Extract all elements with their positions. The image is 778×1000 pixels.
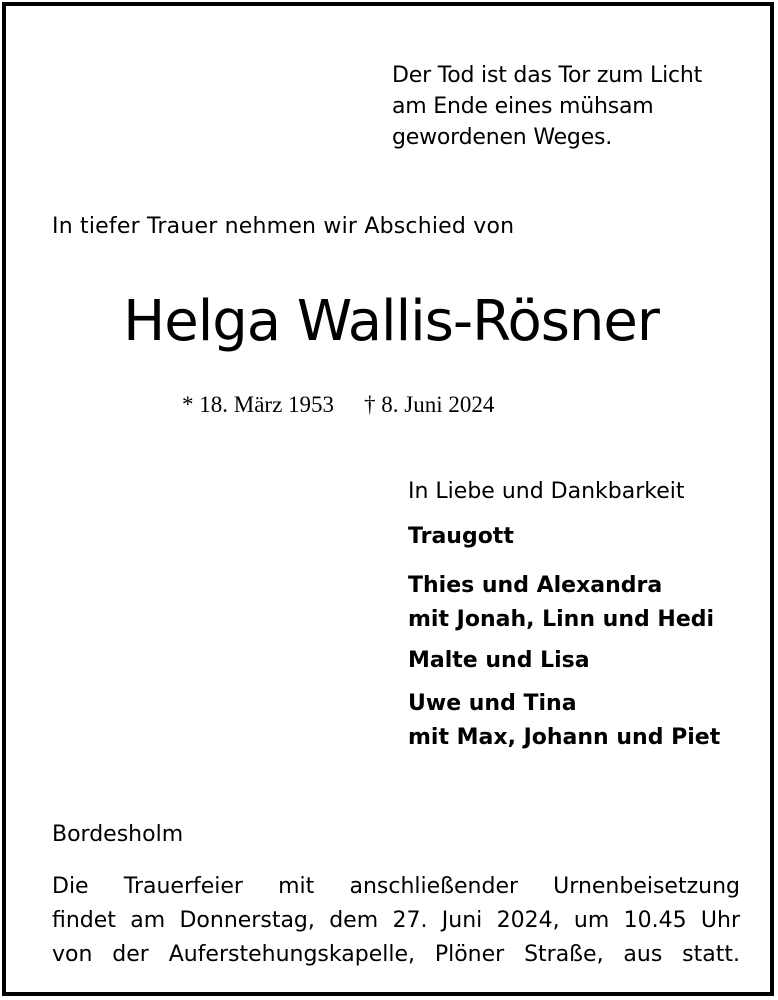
mourner-children: mit Max, Johann und Piet (408, 725, 721, 750)
mourner-name: Malte und Lisa (408, 648, 590, 673)
notice-line: von der Auferstehungskapelle, Plöner Straße, aus statt. (52, 942, 740, 967)
intro-text: In tiefer Trauer nehmen wir Abschied von (52, 214, 515, 239)
mourners-heading: In Liebe und Dankbarkeit (408, 479, 685, 504)
mourner-children: mit Jonah, Linn und Hedi (408, 607, 715, 632)
mourner-group (408, 569, 714, 637)
place-name: Bordesholm (52, 822, 184, 847)
death-date: † 8. Juni 2024 (364, 392, 495, 417)
notice-line: findet am Donnerstag, dem 27. Juni 2024, um 10.45 Uhr (52, 908, 740, 933)
life-dates (182, 392, 494, 418)
mourner-group (408, 687, 720, 755)
poem-line: am Ende eines mühsam (392, 94, 654, 119)
poem-line: Der Tod ist das Tor zum Licht (392, 63, 703, 88)
funeral-notice (52, 870, 740, 972)
poem-quote (392, 60, 702, 153)
mourner-name: Traugott (408, 524, 514, 549)
birth-date: * 18. März 1953 (182, 392, 335, 417)
mourner-name: Thies und Alexandra (408, 573, 663, 598)
mourner-name: Uwe und Tina (408, 691, 577, 716)
notice-line: Die Trauerfeier mit anschließender Urnenbeisetzung (52, 874, 740, 899)
obituary-frame (2, 2, 774, 996)
poem-line: gewordenen Weges. (392, 125, 613, 150)
deceased-name: Helga Wallis-Rösner (123, 289, 659, 354)
